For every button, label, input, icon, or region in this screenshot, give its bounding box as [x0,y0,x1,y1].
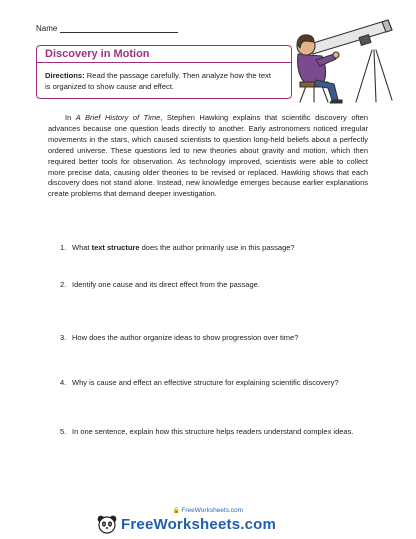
name-label: Name [36,24,58,33]
question-2 [60,280,370,291]
page-title: Discovery in Motion [37,46,291,63]
passage-body: , Stephen Hawking explains that scientific discovery often advances because one question leads directly to another. Early astronomers noticed irregular movements in the stars, which caused scientists to question long-held beliefs about a perfectly ordered universe. These questions led to new theories about gravity and motion, which then required better tools for observation. As technology improved, scientists were able to collect more precise data, causing older theories to be revised or replaced. Hawking shows that each discovery does not stand alone. Instead, new knowledge emerges because earlier explanations create problems that demand deeper investigation. [48,113,368,199]
directions-text: Read the passage carefully. Then analyze how the text is organized to show cause and effect. [45,71,271,91]
directions [45,70,277,92]
name-line[interactable] [60,23,178,33]
question-number: 3. [60,333,67,342]
book-title: A Brief History of Time [75,113,161,122]
question-number: 4. [60,378,67,387]
question-text: Why is cause and effect an effective structure for explaining scientific discovery? [72,378,339,387]
question-number: 1. [60,243,67,252]
footer-url[interactable] [0,507,416,514]
question-text: How does the author organize ideas to show progression over time? [72,333,299,342]
passage-intro: In [65,113,76,122]
question-5 [60,427,370,438]
name-field [36,23,178,33]
question-number: 2. [60,280,67,289]
question-text: Identify one cause and its direct effect from the passage. [72,280,260,289]
passage [48,113,368,200]
directions-label: Directions: [45,71,85,80]
footer-url-text: FreeWorksheets.com [181,507,244,514]
question-text-end: does the author primarily use in this passage? [139,243,295,252]
question-4 [60,378,370,389]
question-emphasis: text structure [91,243,140,252]
panda-logo-icon [96,514,118,534]
question-text: What [72,243,92,252]
telescope-illustration [276,14,400,106]
footer-brand[interactable] [96,514,276,534]
question-number: 5. [60,427,67,436]
brand-text: FreeWorksheets.com [121,515,277,533]
question-text: In one sentence, explain how this structure helps readers understand complex ideas. [72,427,354,436]
question-3 [60,333,370,344]
question-1 [60,243,370,254]
lock-icon: 🔒 [172,508,181,514]
title-box [36,45,292,99]
